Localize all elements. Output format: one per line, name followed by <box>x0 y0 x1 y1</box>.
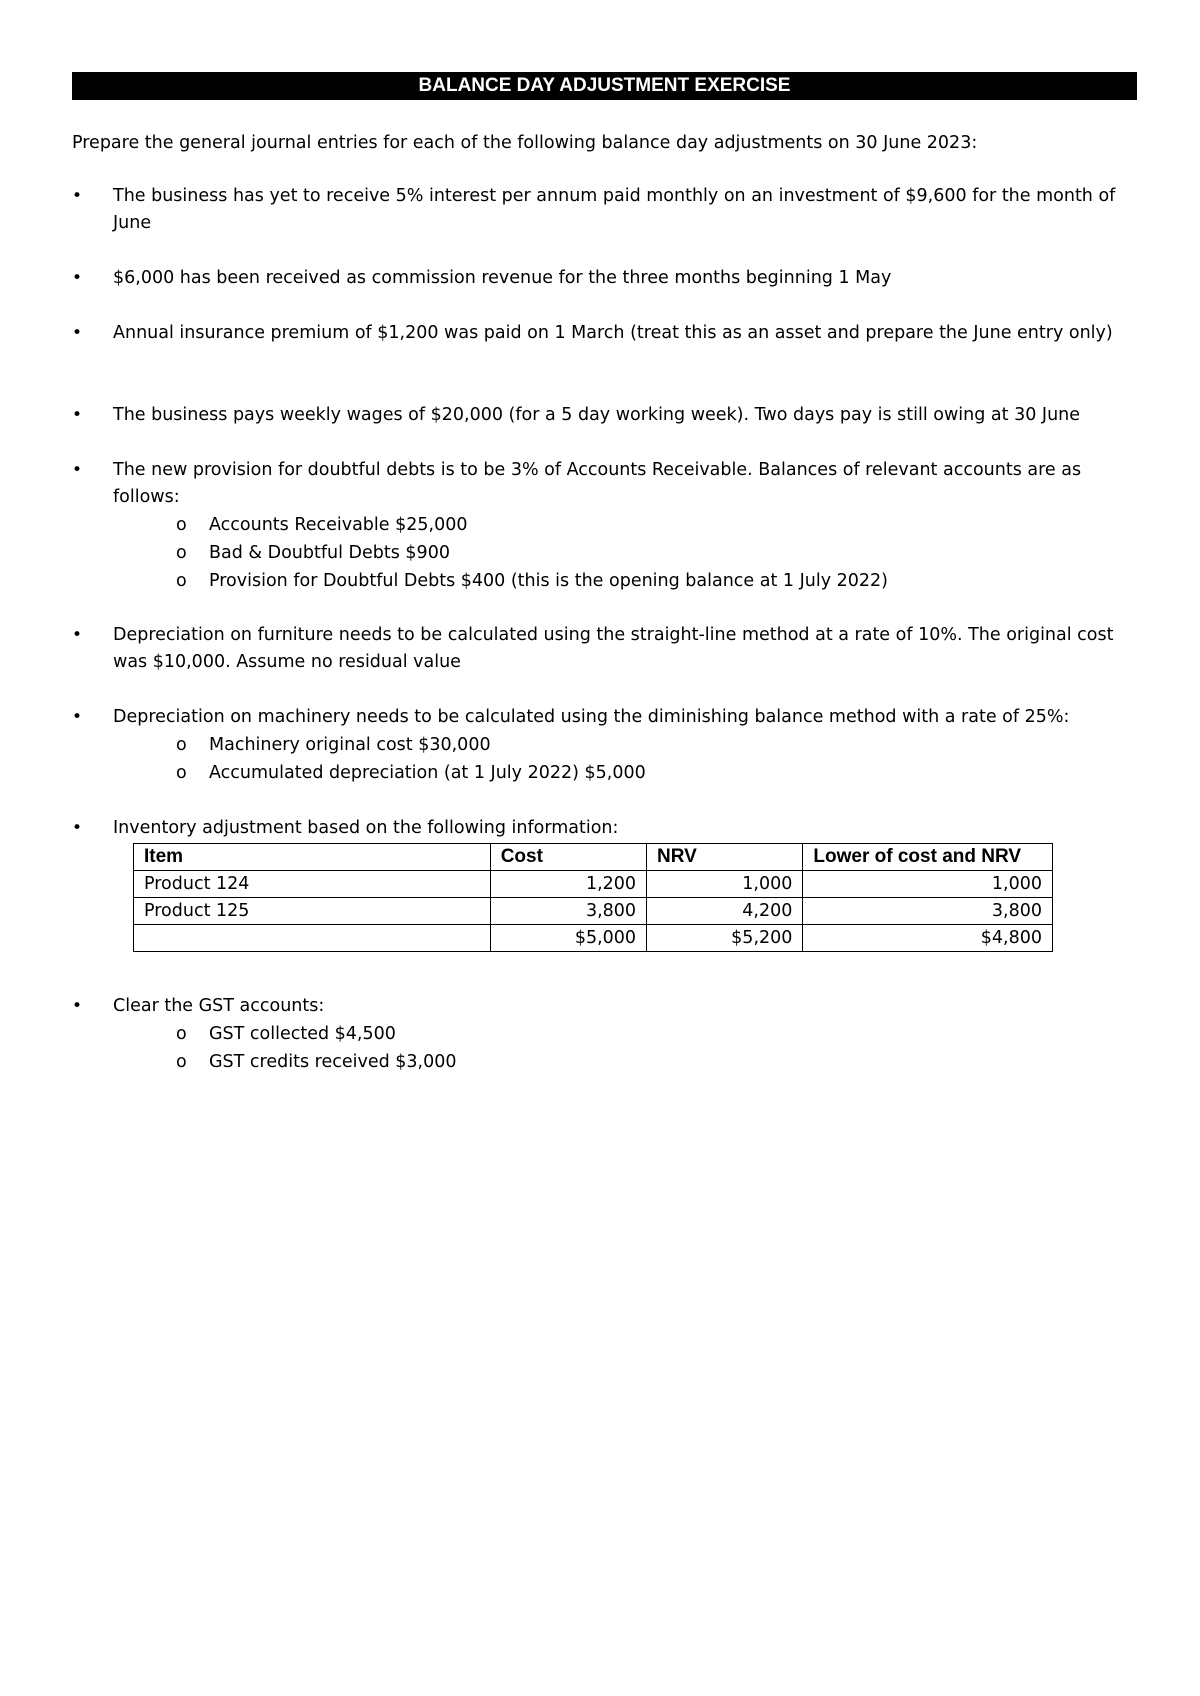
table-cell: 3,800 <box>490 898 646 925</box>
sub-list-item-text: Accounts Receivable $25,000 <box>209 515 468 535</box>
bullet-icon: • <box>72 818 83 838</box>
list-item-text: Clear the GST accounts: <box>113 996 325 1016</box>
document-title: BALANCE DAY ADJUSTMENT EXERCISE <box>72 72 1137 100</box>
bullet-icon: • <box>72 186 83 206</box>
sub-bullet-icon: o <box>176 571 187 591</box>
column-header-lower-of-cost-and-nrv: Lower of cost and NRV <box>803 844 1053 871</box>
table-cell: $5,200 <box>647 925 803 952</box>
sub-list <box>31 511 1132 595</box>
table-cell: 1,000 <box>803 871 1053 898</box>
table-cell: $5,000 <box>490 925 646 952</box>
list-item-text: Inventory adjustment based on the following information: <box>113 818 619 838</box>
sub-bullet-icon: o <box>176 1052 187 1072</box>
table-total-row <box>134 925 1053 952</box>
sub-list-item <box>31 731 1132 759</box>
intro-paragraph: Prepare the general journal entries for each of the following balance day adjustments on 30 June 2023: <box>72 133 978 153</box>
bullet-icon: • <box>72 405 83 425</box>
list-item <box>72 993 1132 1076</box>
bullet-icon: • <box>72 996 83 1016</box>
list-item-text: The new provision for doubtful debts is to be 3% of Accounts Receivable. Balances of relevant accounts are as follows: <box>113 460 1082 507</box>
list-item <box>72 320 1132 347</box>
list-item-text: The business pays weekly wages of $20,000 (for a 5 day working week). Two days pay is still owing at 30 June <box>113 405 1081 425</box>
list-item-text: Depreciation on machinery needs to be calculated using the diminishing balance method with a rate of 25%: <box>113 707 1070 727</box>
bullet-icon: • <box>72 460 83 480</box>
sub-bullet-icon: o <box>176 763 187 783</box>
sub-list <box>31 1020 1132 1076</box>
sub-list-item <box>31 1020 1132 1048</box>
table-cell: $4,800 <box>803 925 1053 952</box>
list-item-text: $6,000 has been received as commission revenue for the three months beginning 1 May <box>113 268 892 288</box>
sub-bullet-icon: o <box>176 1024 187 1044</box>
sub-list-item <box>31 1048 1132 1076</box>
list-item-text: The business has yet to receive 5% interest per annum paid monthly on an investment of $9,600 for the month of June <box>113 186 1116 233</box>
inventory-table <box>133 843 1053 952</box>
sub-list-item <box>31 759 1132 787</box>
sub-list-item-text: Bad & Doubtful Debts $900 <box>209 543 450 563</box>
list-item-text: Depreciation on furniture needs to be calculated using the straight-line method at a rate of 10%. The original cost was $10,000. Assume no residual value <box>113 625 1114 672</box>
column-header-cost: Cost <box>490 844 646 871</box>
table-cell: Product 125 <box>134 898 491 925</box>
table-cell: 3,800 <box>803 898 1053 925</box>
list-item <box>72 265 1132 292</box>
list-item <box>72 183 1132 237</box>
list-item <box>72 704 1132 787</box>
table-cell <box>134 925 491 952</box>
table-cell: Product 124 <box>134 871 491 898</box>
table-row <box>134 871 1053 898</box>
bullet-icon: • <box>72 323 83 343</box>
sub-list-item-text: Machinery original cost $30,000 <box>209 735 491 755</box>
sub-list <box>31 731 1132 787</box>
table-cell: 1,200 <box>490 871 646 898</box>
table-header-row <box>134 844 1053 871</box>
sub-list-item <box>31 539 1132 567</box>
bullet-icon: • <box>72 625 83 645</box>
table-row <box>134 898 1053 925</box>
sub-list-item-text: GST collected $4,500 <box>209 1024 396 1044</box>
table-cell: 1,000 <box>647 871 803 898</box>
sub-list-item-text: GST credits received $3,000 <box>209 1052 457 1072</box>
list-item-text: Annual insurance premium of $1,200 was paid on 1 March (treat this as an asset and prepare the June entry only) <box>113 323 1113 343</box>
bullet-icon: • <box>72 707 83 727</box>
table-cell: 4,200 <box>647 898 803 925</box>
sub-list-item-text: Provision for Doubtful Debts $400 (this is the opening balance at 1 July 2022) <box>209 571 889 591</box>
list-item <box>72 622 1132 676</box>
sub-bullet-icon: o <box>176 515 187 535</box>
column-header-item: Item <box>134 844 491 871</box>
column-header-nrv: NRV <box>647 844 803 871</box>
list-item <box>72 402 1132 429</box>
bullet-icon: • <box>72 268 83 288</box>
sub-list-item <box>31 567 1132 595</box>
list-item <box>72 457 1132 595</box>
sub-bullet-icon: o <box>176 543 187 563</box>
list-item <box>72 815 1132 842</box>
sub-list-item <box>31 511 1132 539</box>
sub-bullet-icon: o <box>176 735 187 755</box>
sub-list-item-text: Accumulated depreciation (at 1 July 2022) $5,000 <box>209 763 646 783</box>
